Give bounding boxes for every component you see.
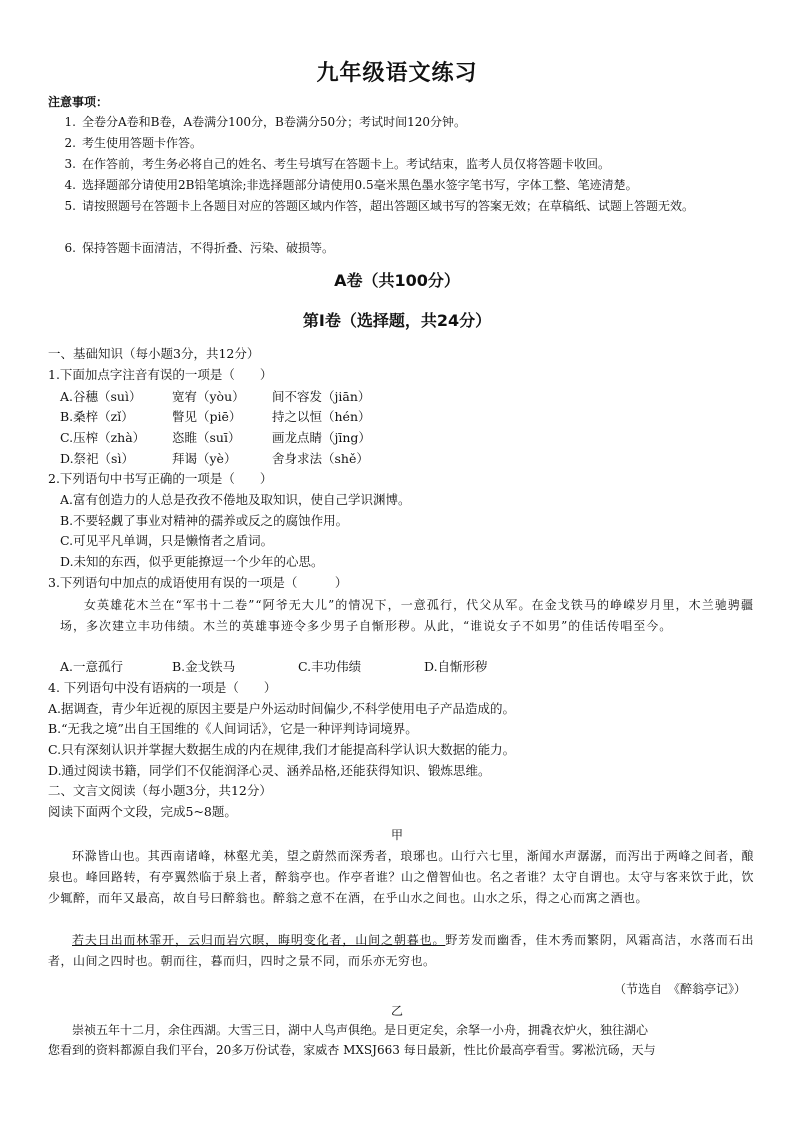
note-3: 3. 在作答前，考生务必将自己的姓名、考生号填写在答题卡上。考试结束，监考人员仅将答题卡收回。 bbox=[64, 157, 611, 171]
q1-c-2: 恣睢（suī） bbox=[172, 430, 241, 445]
q2-option-a: A.富有创造力的人总是孜孜不倦地及取知识，使自己学识渊博。 bbox=[60, 492, 411, 507]
q3-stem: 3.下列语句中加点的成语使用有误的一项是（ ） bbox=[48, 575, 348, 590]
q1-a-3: 间不容发（jiān） bbox=[272, 389, 371, 404]
note-4: 4. 选择题部分请使用2B铅笔填涂;非选择题部分请使用0.5毫米黑色墨水签字笔书写，字体工整、笔迹清楚。 bbox=[64, 178, 638, 192]
part2-intro: 阅读下面两个文段，完成5~8题。 bbox=[48, 804, 237, 819]
q1-c-1: C.压榨（zhà） bbox=[60, 430, 146, 445]
q2-stem: 2.下列语句中书写正确的一项是（ ） bbox=[48, 471, 273, 486]
q3-option-a: A.一意孤行 bbox=[60, 659, 124, 674]
passage-jia-p1: 环滁皆山也。其西南诸峰，林壑尤美，望之蔚然而深秀者，琅琊也。山行六七里，渐闻水声潺潺，而泻出于两峰之间者，酿泉也。峰回路转，有亭翼然临于泉上者，醉翁亭也。作亭者谁？山之僧智仙也。名之者谁？太守自谓也。太守与客来饮于此，饮少辄醉，而年又最高，故自号曰醉翁也。醉翁之意不在酒，在乎山水之间也。山水之乐，得之心而寓之酒也。 bbox=[48, 849, 754, 905]
note-1: 1. 全卷分A卷和B卷，A卷满分100分，B卷满分50分；考试时间120分钟。 bbox=[64, 115, 467, 129]
q1-b-3: 持之以恒（hén） bbox=[272, 409, 371, 424]
q3-option-c: C.丰功伟绩 bbox=[298, 659, 362, 674]
page-title: 九年级语文练习 bbox=[316, 61, 478, 86]
note-6: 6. 保持答题卡面清洁，不得折叠、污染、破损等。 bbox=[64, 241, 335, 255]
q4-option-a: A.据调查，青少年近视的原因主要是户外运动时间偏少,不科学使用电子产品造成的。 bbox=[48, 701, 515, 716]
note-2: 2. 考生使用答题卡作答。 bbox=[64, 136, 203, 150]
section-1-title: 第I卷（选择题，共24分） bbox=[302, 311, 492, 330]
passage-jia-rest: 野芳发而幽香，佳木秀而繁阴，风霜高洁，水落而石出者，山间之四时也。朝而往，暮而归，四时之景不同，而乐亦无穷也。 bbox=[48, 933, 754, 968]
q1-c-3: 画龙点睛（jīng） bbox=[272, 430, 371, 445]
q4-stem: 4. 下列语句中没有语病的一项是（ ） bbox=[48, 680, 277, 695]
q4-option-c: C.只有深刻认识并掌握大数据生成的内在规律,我们才能提高科学认识大数据的能力。 bbox=[48, 742, 516, 757]
q2-option-b: B.不要轻觑了事业对精神的孺养或反之的腐蚀作用。 bbox=[60, 513, 349, 528]
q1-d-2: 拜谒（yè） bbox=[172, 451, 237, 466]
q1-a-2: 宽宥（yòu） bbox=[172, 389, 245, 404]
passage-jia-underlined: 若夫日出而林霏开，云归而岩穴暝，晦明变化者，山间之朝暮也。 bbox=[72, 933, 446, 947]
q1-b-2: 瞥见（piē） bbox=[172, 409, 242, 424]
passage-yi-label: 乙 bbox=[390, 1004, 403, 1018]
section-a-title: A卷（共100分） bbox=[334, 271, 460, 290]
q3-option-b: B.金戈铁马 bbox=[172, 659, 236, 674]
q1-stem: 1.下面加点字注音有误的一项是（ ） bbox=[48, 367, 273, 382]
q1-d-3: 舍身求法（shě） bbox=[272, 451, 369, 466]
q2-option-c: C.可见平凡单调，只是懒惰者之盾词。 bbox=[60, 533, 274, 548]
note-5: 5. 请按照题号在答题卡上各题目对应的答题区域内作答，超出答题区域书写的答案无效；在草稿纸、试题上答题无效。 bbox=[64, 199, 695, 213]
passage-jia-label: 甲 bbox=[390, 828, 403, 842]
q4-option-d: D.通过阅读书籍，同学们不仅能润泽心灵、涵养品格,还能获得知识、锻炼思维。 bbox=[48, 763, 491, 778]
q4-option-b: B.“无我之境”出自王国维的《人间词话》，它是一种评判诗词境界。 bbox=[48, 721, 418, 736]
part2-heading: 二、文言文阅读（每小题3分，共12分） bbox=[48, 783, 272, 798]
passage-jia-source: （节选自 《醉翁亭记》） bbox=[613, 982, 746, 996]
q3-option-d: D.自惭形秽 bbox=[424, 659, 488, 674]
q1-a-1: A.谷穗（suì） bbox=[60, 389, 142, 404]
q1-b-1: B.桑梓（zǐ） bbox=[60, 409, 134, 424]
passage-jia-p2 bbox=[48, 930, 754, 972]
q3-passage: 女英雄花木兰在“军书十二卷”“阿爷无大儿”的情况下，一意孤行，代父从军。在金戈铁马的峥嵘岁月里，木兰驰骋疆场，多次建立丰功伟绩。木兰的英雄事迹令多少男子自惭形秽。从此，“谁说女子不如男”的佳话传唱至今。 bbox=[60, 598, 754, 633]
q2-option-d: D.未知的东西，似乎更能撩逗一个少年的心思。 bbox=[60, 554, 324, 569]
passage-yi-line1: 崇祯五年十二月，余住西湖。大雪三日，湖中人鸟声俱绝。是日更定矣，余拏一小舟，拥毳衣炉火，独往湖心 bbox=[72, 1023, 649, 1037]
notes-heading: 注意事项： bbox=[48, 95, 109, 109]
q1-d-1: D.祭祀（sì） bbox=[60, 451, 134, 466]
passage-yi-line2: 您看到的资料都源自我们平台，20多万份试卷，家威杏 MXSJ663 每日最新，性比价最高亭看雪。雾凇沆砀，天与 bbox=[48, 1043, 656, 1057]
part1-heading: 一、基础知识（每小题3分，共12分） bbox=[48, 346, 260, 361]
